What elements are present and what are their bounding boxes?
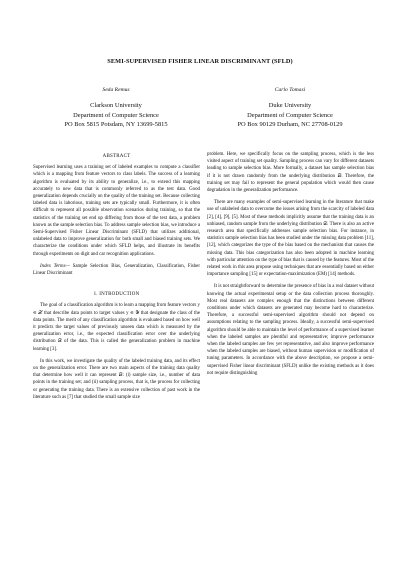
author-affiliation-line: Clarkson University xyxy=(90,102,142,109)
right-column xyxy=(207,151,374,382)
intro-paragraph-2: In this work, we investigate the quality of the labeled training data, and its effect on the generalization error. There are two main aspects of the training data quality that determine how well it can represent 𝒟: (i) sample size, i.e., number of data points in the training set; and (ii) sampling process, that is, the process for collecting or generating the training data. There is an extensive collection of past work in the literature such as [7] that studied the small sample size xyxy=(33,358,200,400)
abstract-text: Supervised learning uses a training set of labeled examples to compute a classifier which is a mapping from feature vectors to class labels. The success of a learning algorithm is evaluated by its ability to generalize, i.e., to extend this mapping accurately to new data that is commonly referred to as the test data. Good generalization depends crucially on the quality of the training set. Because collecting labeled data is laborious, training sets are typically small. Furthermore, it is often difficult to represent all possible observation scenarios during training, so that the statistics of the training set end up differing from those of the test data, a problem known as the sample selection bias. To address sample selection bias, we introduce a Semi-Supervised Fisher Linear Discriminant (SFLD) that utilizes additional, unlabeled data to improve generalization for both small and biased training sets. We characterize the conditions under which SFLD helps, and illustrate its benefits through experiments on digit and car recognition applications. xyxy=(33,165,200,257)
right-paragraph-2: There are many examples of semi-supervised learning in the literature that make use of unlabeled data to overcome the issues arising from the scarcity of labeled data [2], [4], [9], [5]. Most of these methods implicitly assume that the training data is an unbiased, random sample from the underlying distribution 𝒟. There is also an active research area that specifically addresses sample selection bias. For instance, in statistics sample selection bias has been studied under the missing data problem [11], [12], which categorizes the type of the bias based on the mechanism that causes the missing data. This bias categorization has also been adopted in machine learning with particular attention on the type of bias that is caused by the features. Most of the related work in this area propose using techniques that are essentially based on either importance sampling [15] or expectation-maximization (EM) [14] methods. xyxy=(207,200,374,278)
author-block-2 xyxy=(190,86,390,130)
author-name: Seda Remus xyxy=(102,87,130,93)
index-terms-label: Index Terms— xyxy=(40,263,70,269)
author-block-1 xyxy=(16,86,216,130)
author-affiliation-line: Duke University xyxy=(268,102,312,109)
left-column xyxy=(33,151,200,406)
author-affiliation-line: Department of Computer Science xyxy=(73,111,159,119)
author-affiliation-line: Department of Computer Science xyxy=(247,111,333,119)
index-terms-text: Sample Selection Bias, Generalization, Classification, Fisher Linear Discriminant xyxy=(33,263,200,277)
index-terms xyxy=(33,263,200,277)
introduction-heading: 1. INTRODUCTION xyxy=(93,292,140,298)
right-paragraph-1: problem. Here, we specifically focus on the sampling process, which is the less visited aspect of training set quality. Sampling process can vary for different datasets leading to sample selection bias. More formally, a dataset has sample selection bias if it is not drawn randomly from the underlying distribution 𝒟. Therefore, the training set may fail to represent the general population which would then cause degradation in the generalization performance. xyxy=(207,152,374,194)
abstract-heading: ABSTRACT xyxy=(102,154,131,159)
author-affiliation-line: PO Box 5815 Potsdam, NY 13699-5815 xyxy=(64,121,168,129)
right-paragraph-3: It is not straightforward to determine the presence of bias in a real dataset without knowing the actual experimental setup or the data collection process thoroughly. Most real datasets are complex enough that the distinctions between different conditions under which datasets are generated may become hard to characterize. Therefore, a successful semi-supervised algorithm should not depend on assumptions relating to the sampling process. Ideally, a successful semi-supervised algorithm should be able to maintain the level of performance of a supervised learner when the labeled samples are plentiful and representative; improve performance when the labeled samples are few yet representative, and also improve performance when the labeled samples are biased, without human supervision or modification of tuning parameters. In accordance with the above description, we propose a semi-supervised Fisher linear discriminant (SFLD) unlike the existing methods as it does not require distinguishing xyxy=(207,284,374,376)
paper-title: SEMI-SUPERVISED FISHER LINEAR DISCRIMINANT (SFLD) xyxy=(107,58,293,65)
author-name: Carlo Tomasi xyxy=(274,87,306,93)
author-affiliation-line: PO Box 90129 Durham, NC 27708-0129 xyxy=(237,121,343,129)
intro-paragraph-1: The goal of a classification algorithm is to learn a mapping from feature vectors y ∈ 𝒳 that describe data points to target values y ∈ 𝒴 that designate the class of the data points. The merit of any classification algorithm is evaluated based on how well it predicts the target values of previously unseen data which is measured by the generalization error, i.e., the expected classification error over the underlying distribution 𝒟 of the data. This is called the generalization problem in machine learning [3]. xyxy=(33,303,200,352)
